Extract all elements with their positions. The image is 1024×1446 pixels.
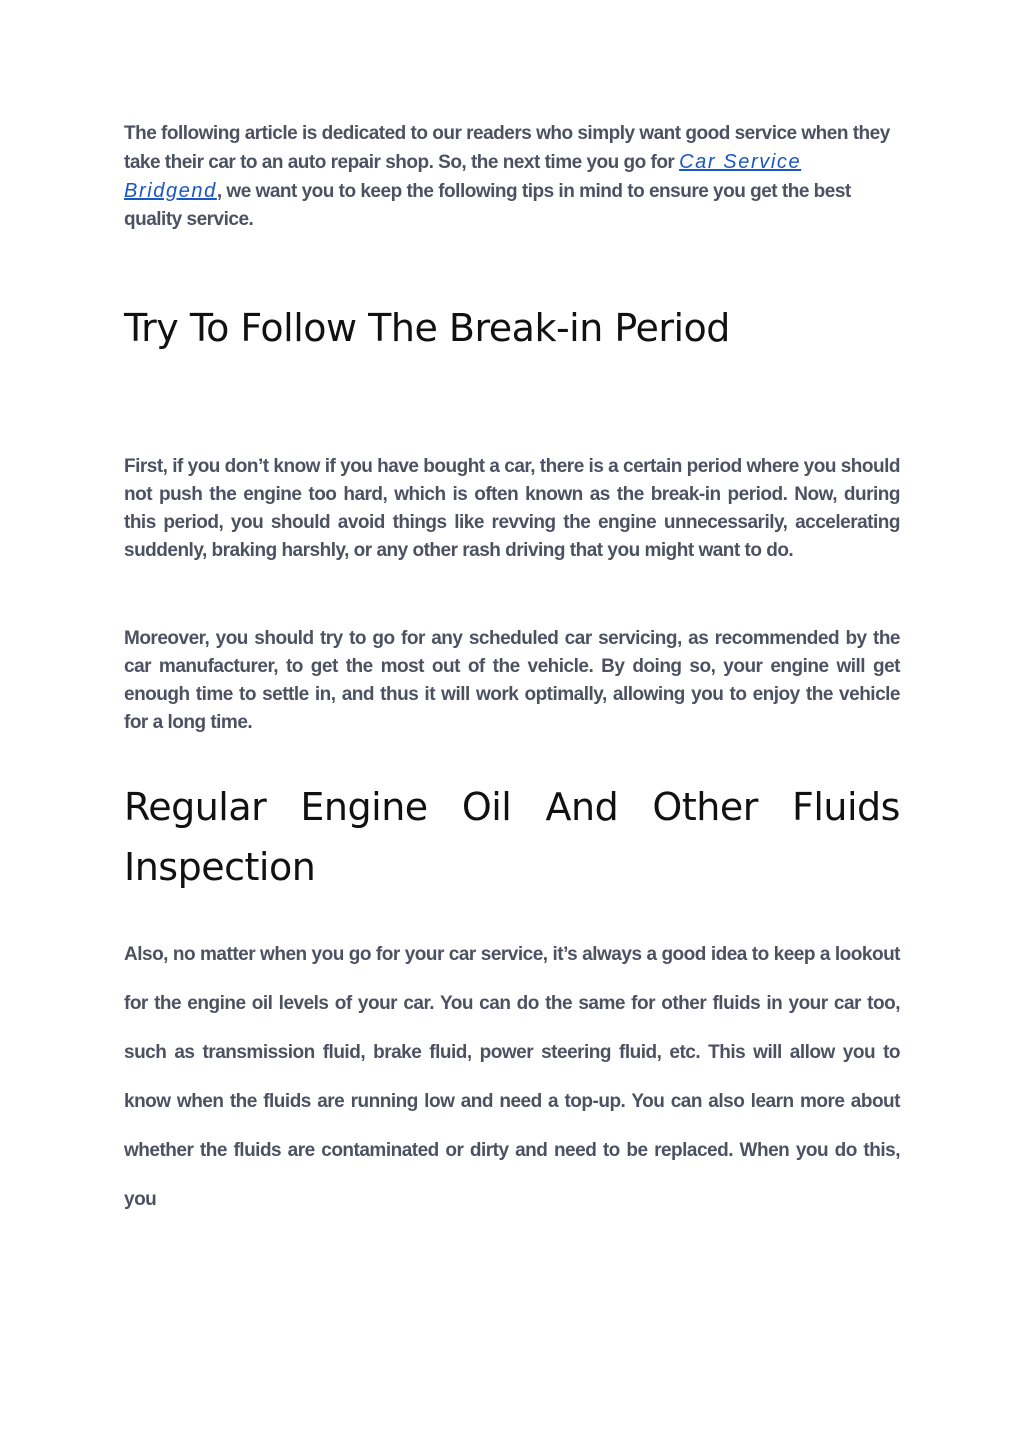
heading-word: Regular bbox=[124, 785, 267, 829]
heading-line-1 bbox=[124, 777, 900, 837]
heading-fluids-inspection bbox=[124, 777, 900, 897]
heading-word: Fluids bbox=[792, 785, 900, 829]
break-in-paragraph: First, if you don’t know if you have bought a car, there is a certain period where you should not push the engine too hard, which is often known as the break-in period. Now, during this period, you should avoid things like revving the engine unnecessarily, accelerating suddenly, braking harshly, or any other rash driving that you might want to do. bbox=[124, 456, 900, 561]
heading-line-2: Inspection bbox=[124, 845, 316, 889]
scheduled-servicing-paragraph: Moreover, you should try to go for any scheduled car servicing, as recommended by the car manufacturer, to get the most out of the vehicle. By doing so, your engine will get enough time to settle in, and thus it will work optimally, allowing you to enjoy the vehicle for a long time. bbox=[124, 628, 900, 733]
intro-text-after-link: , we want you to keep the following tips in mind to ensure you get the best quality service. bbox=[124, 181, 851, 230]
heading-word: And bbox=[545, 785, 619, 829]
document-page bbox=[124, 120, 900, 1224]
heading-word: Engine bbox=[300, 785, 428, 829]
intro-text-before-link: The following article is dedicated to our readers who simply want good service when they take their car to an auto repair shop. So, the next time you go for bbox=[124, 123, 890, 173]
heading-word: Oil bbox=[461, 785, 512, 829]
fluids-inspection-paragraph: Also, no matter when you go for your car service, it’s always a good idea to keep a lookout for the engine oil levels of your car. You can do the same for other fluids in your car too, such as transmission fluid, brake fluid, power steering fluid, etc. This will allow you to know when the fluids are running low and need a top-up. You can also learn more about whether the fluids are contaminated or dirty and need to be replaced. When you do this, you bbox=[124, 944, 900, 1210]
heading-break-in-period: Try To Follow The Break-in Period bbox=[124, 306, 730, 350]
heading-word: Other bbox=[652, 785, 758, 829]
car-service-bridgend-link[interactable]: Car Service Bridgend bbox=[124, 151, 802, 202]
intro-paragraph bbox=[124, 120, 900, 234]
